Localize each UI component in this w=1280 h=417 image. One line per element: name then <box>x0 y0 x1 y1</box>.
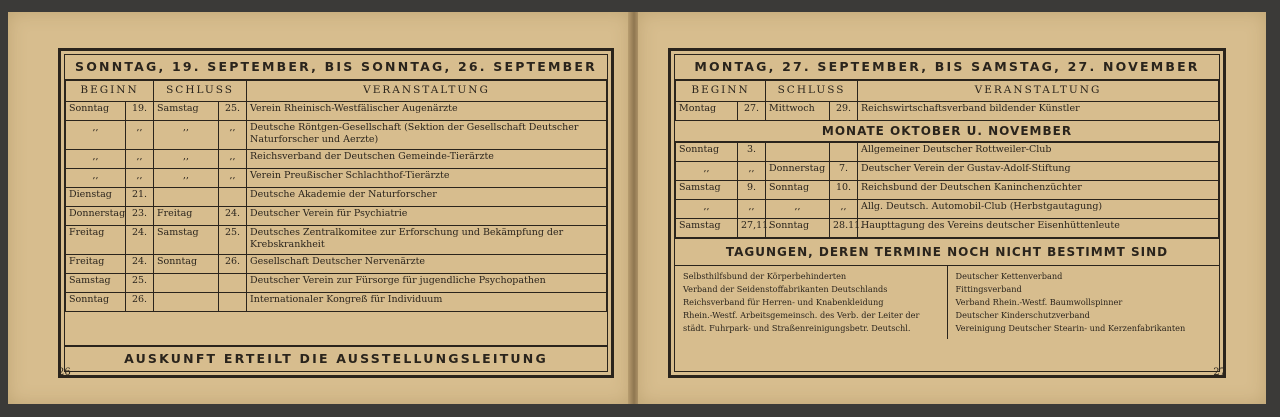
tbd-heading: TAGUNGEN, DEREN TERMINE NOCH NICHT BESTIMMT SIND <box>675 238 1219 265</box>
table-row <box>66 293 607 312</box>
begin-day: Sonntag <box>66 102 126 121</box>
begin-date: 24. <box>126 226 154 255</box>
left-page <box>8 12 630 404</box>
end-day: ,, <box>766 200 830 219</box>
end-day: Samstag <box>154 102 219 121</box>
table-row <box>66 150 607 169</box>
months-subheading: MONATE OKTOBER U. NOVEMBER <box>675 121 1219 142</box>
event-name: Deutscher Verein der Gustav-Adolf-Stiftung <box>858 162 1219 181</box>
begin-day: Sonntag <box>676 143 738 162</box>
end-date <box>219 293 247 312</box>
list-item: Deutscher Kinderschutzverband <box>955 310 1090 320</box>
event-name: Reichswirtschaftsverband bildender Künstler <box>858 102 1219 121</box>
page-number-left: 26 <box>58 367 71 378</box>
end-date: ,, <box>830 200 858 219</box>
end-day: ,, <box>154 169 219 188</box>
end-date: 10. <box>830 181 858 200</box>
info-banner: AUSKUNFT ERTEILT DIE AUSSTELLUNGSLEITUNG <box>65 345 607 371</box>
tbd-right-list <box>947 266 1220 339</box>
begin-day: Samstag <box>676 181 738 200</box>
table-row <box>66 188 607 207</box>
begin-date: 27. <box>738 102 766 121</box>
header-veranstaltung: VERANSTALTUNG <box>247 81 607 102</box>
end-day <box>766 143 830 162</box>
end-date: 7. <box>830 162 858 181</box>
table-row <box>676 102 1219 121</box>
begin-day: ,, <box>66 121 126 150</box>
end-day: Donnerstag <box>766 162 830 181</box>
begin-day: Freitag <box>66 255 126 274</box>
begin-date: 9. <box>738 181 766 200</box>
begin-date: 27,11. <box>738 219 766 238</box>
event-name: Internationaler Kongreß für Individuum <box>247 293 607 312</box>
list-item: Reichsverband für Herren- und Knabenkleidung <box>683 297 884 307</box>
begin-date: ,, <box>126 121 154 150</box>
begin-day: Dienstag <box>66 188 126 207</box>
tbd-left-list <box>675 266 947 339</box>
event-name: Deutsches Zentralkomitee zur Erforschung und Bekämpfung der Krebskrankheit <box>247 226 607 255</box>
begin-day: Sonntag <box>66 293 126 312</box>
event-name: Deutscher Verein für Psychiatrie <box>247 207 607 226</box>
end-date: 24. <box>219 207 247 226</box>
left-date-banner: SONNTAG, 19. SEPTEMBER, BIS SONNTAG, 26. SEPTEMBER <box>65 55 607 80</box>
begin-day: Samstag <box>676 219 738 238</box>
table-row <box>66 255 607 274</box>
left-schedule-table <box>65 80 607 312</box>
table-row <box>676 200 1219 219</box>
end-date <box>219 188 247 207</box>
begin-day: ,, <box>676 200 738 219</box>
table-row <box>676 143 1219 162</box>
header-schluss: SCHLUSS <box>154 81 247 102</box>
header-beginn: BEGINN <box>676 81 766 102</box>
event-name: Deutscher Verein zur Fürsorge für jugendliche Psychopathen <box>247 274 607 293</box>
begin-date: ,, <box>126 150 154 169</box>
end-day: Mittwoch <box>766 102 830 121</box>
begin-day: ,, <box>66 150 126 169</box>
end-day: Samstag <box>154 226 219 255</box>
event-name: Allgemeiner Deutscher Rottweiler-Club <box>858 143 1219 162</box>
begin-date: ,, <box>738 162 766 181</box>
begin-date: 25. <box>126 274 154 293</box>
header-schluss: SCHLUSS <box>766 81 858 102</box>
end-date <box>830 143 858 162</box>
end-date: 25. <box>219 102 247 121</box>
tbd-lists <box>675 265 1219 339</box>
begin-date: 19. <box>126 102 154 121</box>
right-months-table <box>675 142 1219 238</box>
table-row <box>676 162 1219 181</box>
begin-date: 3. <box>738 143 766 162</box>
table-row <box>676 181 1219 200</box>
begin-date: ,, <box>738 200 766 219</box>
end-day: ,, <box>154 150 219 169</box>
event-name: Verein Rheinisch-Westfälischer Augenärzte <box>247 102 607 121</box>
event-name: Deutsche Akademie der Naturforscher <box>247 188 607 207</box>
end-date: ,, <box>219 169 247 188</box>
list-item: Selbsthilfsbund der Körperbehinderten <box>683 271 847 281</box>
end-date: 25. <box>219 226 247 255</box>
begin-day: ,, <box>66 169 126 188</box>
list-item: Deutscher Kettenverband <box>955 271 1063 281</box>
end-day: Sonntag <box>154 255 219 274</box>
header-veranstaltung: VERANSTALTUNG <box>858 81 1219 102</box>
begin-date: 23. <box>126 207 154 226</box>
table-row <box>66 207 607 226</box>
left-schedule-frame <box>58 48 614 378</box>
begin-date: 26. <box>126 293 154 312</box>
event-name: Reichsverband der Deutschen Gemeinde-Tierärzte <box>247 150 607 169</box>
header-beginn: BEGINN <box>66 81 154 102</box>
end-date: ,, <box>219 150 247 169</box>
end-day <box>154 274 219 293</box>
table-row <box>66 274 607 293</box>
end-day <box>154 293 219 312</box>
page-number-right: 27 <box>1213 367 1226 378</box>
begin-day: Donnerstag <box>66 207 126 226</box>
begin-day: Montag <box>676 102 738 121</box>
list-item: Verband der Seidenstoffabrikanten Deutschlands <box>683 284 888 294</box>
begin-date: 21. <box>126 188 154 207</box>
end-day: ,, <box>154 121 219 150</box>
table-row <box>66 102 607 121</box>
event-name: Gesellschaft Deutscher Nervenärzte <box>247 255 607 274</box>
list-item: Verband Rhein.-Westf. Baumwollspinner <box>955 297 1123 307</box>
table-row <box>66 169 607 188</box>
begin-day: ,, <box>676 162 738 181</box>
end-date <box>219 274 247 293</box>
event-name: Reichsbund der Deutschen Kaninchenzüchter <box>858 181 1219 200</box>
end-date: 29. <box>830 102 858 121</box>
end-date: 26. <box>219 255 247 274</box>
right-schedule-table <box>675 80 1219 121</box>
list-item: Fittingsverband <box>955 284 1022 294</box>
end-date: ,, <box>219 121 247 150</box>
list-item: städt. Fuhrpark- und Straßenreinigungsbetr. Deutschl. <box>683 323 911 333</box>
begin-day: Freitag <box>66 226 126 255</box>
event-name: Allg. Deutsch. Automobil-Club (Herbstgautagung) <box>858 200 1219 219</box>
end-date: 28.11. <box>830 219 858 238</box>
event-name: Deutsche Röntgen-Gesellschaft (Sektion der Gesellschaft Deutscher Naturforscher und Aerzte) <box>247 121 607 150</box>
end-day: Sonntag <box>766 219 830 238</box>
table-row <box>676 219 1219 238</box>
list-item: Rhein.-Westf. Arbeitsgemeinsch. des Verb. der Leiter der <box>683 310 920 320</box>
begin-date: ,, <box>126 169 154 188</box>
begin-day: Samstag <box>66 274 126 293</box>
end-day: Freitag <box>154 207 219 226</box>
event-name: Verein Preußischer Schlachthof-Tierärzte <box>247 169 607 188</box>
list-item: Vereinigung Deutscher Stearin- und Kerzenfabrikanten <box>955 323 1186 333</box>
end-day <box>154 188 219 207</box>
event-name: Haupttagung des Vereins deutscher Eisenhüttenleute <box>858 219 1219 238</box>
right-page <box>638 12 1266 404</box>
table-row <box>66 121 607 150</box>
table-row <box>66 226 607 255</box>
end-day: Sonntag <box>766 181 830 200</box>
begin-date: 24. <box>126 255 154 274</box>
right-date-banner: MONTAG, 27. SEPTEMBER, BIS SAMSTAG, 27. NOVEMBER <box>675 55 1219 80</box>
right-schedule-frame <box>668 48 1226 378</box>
